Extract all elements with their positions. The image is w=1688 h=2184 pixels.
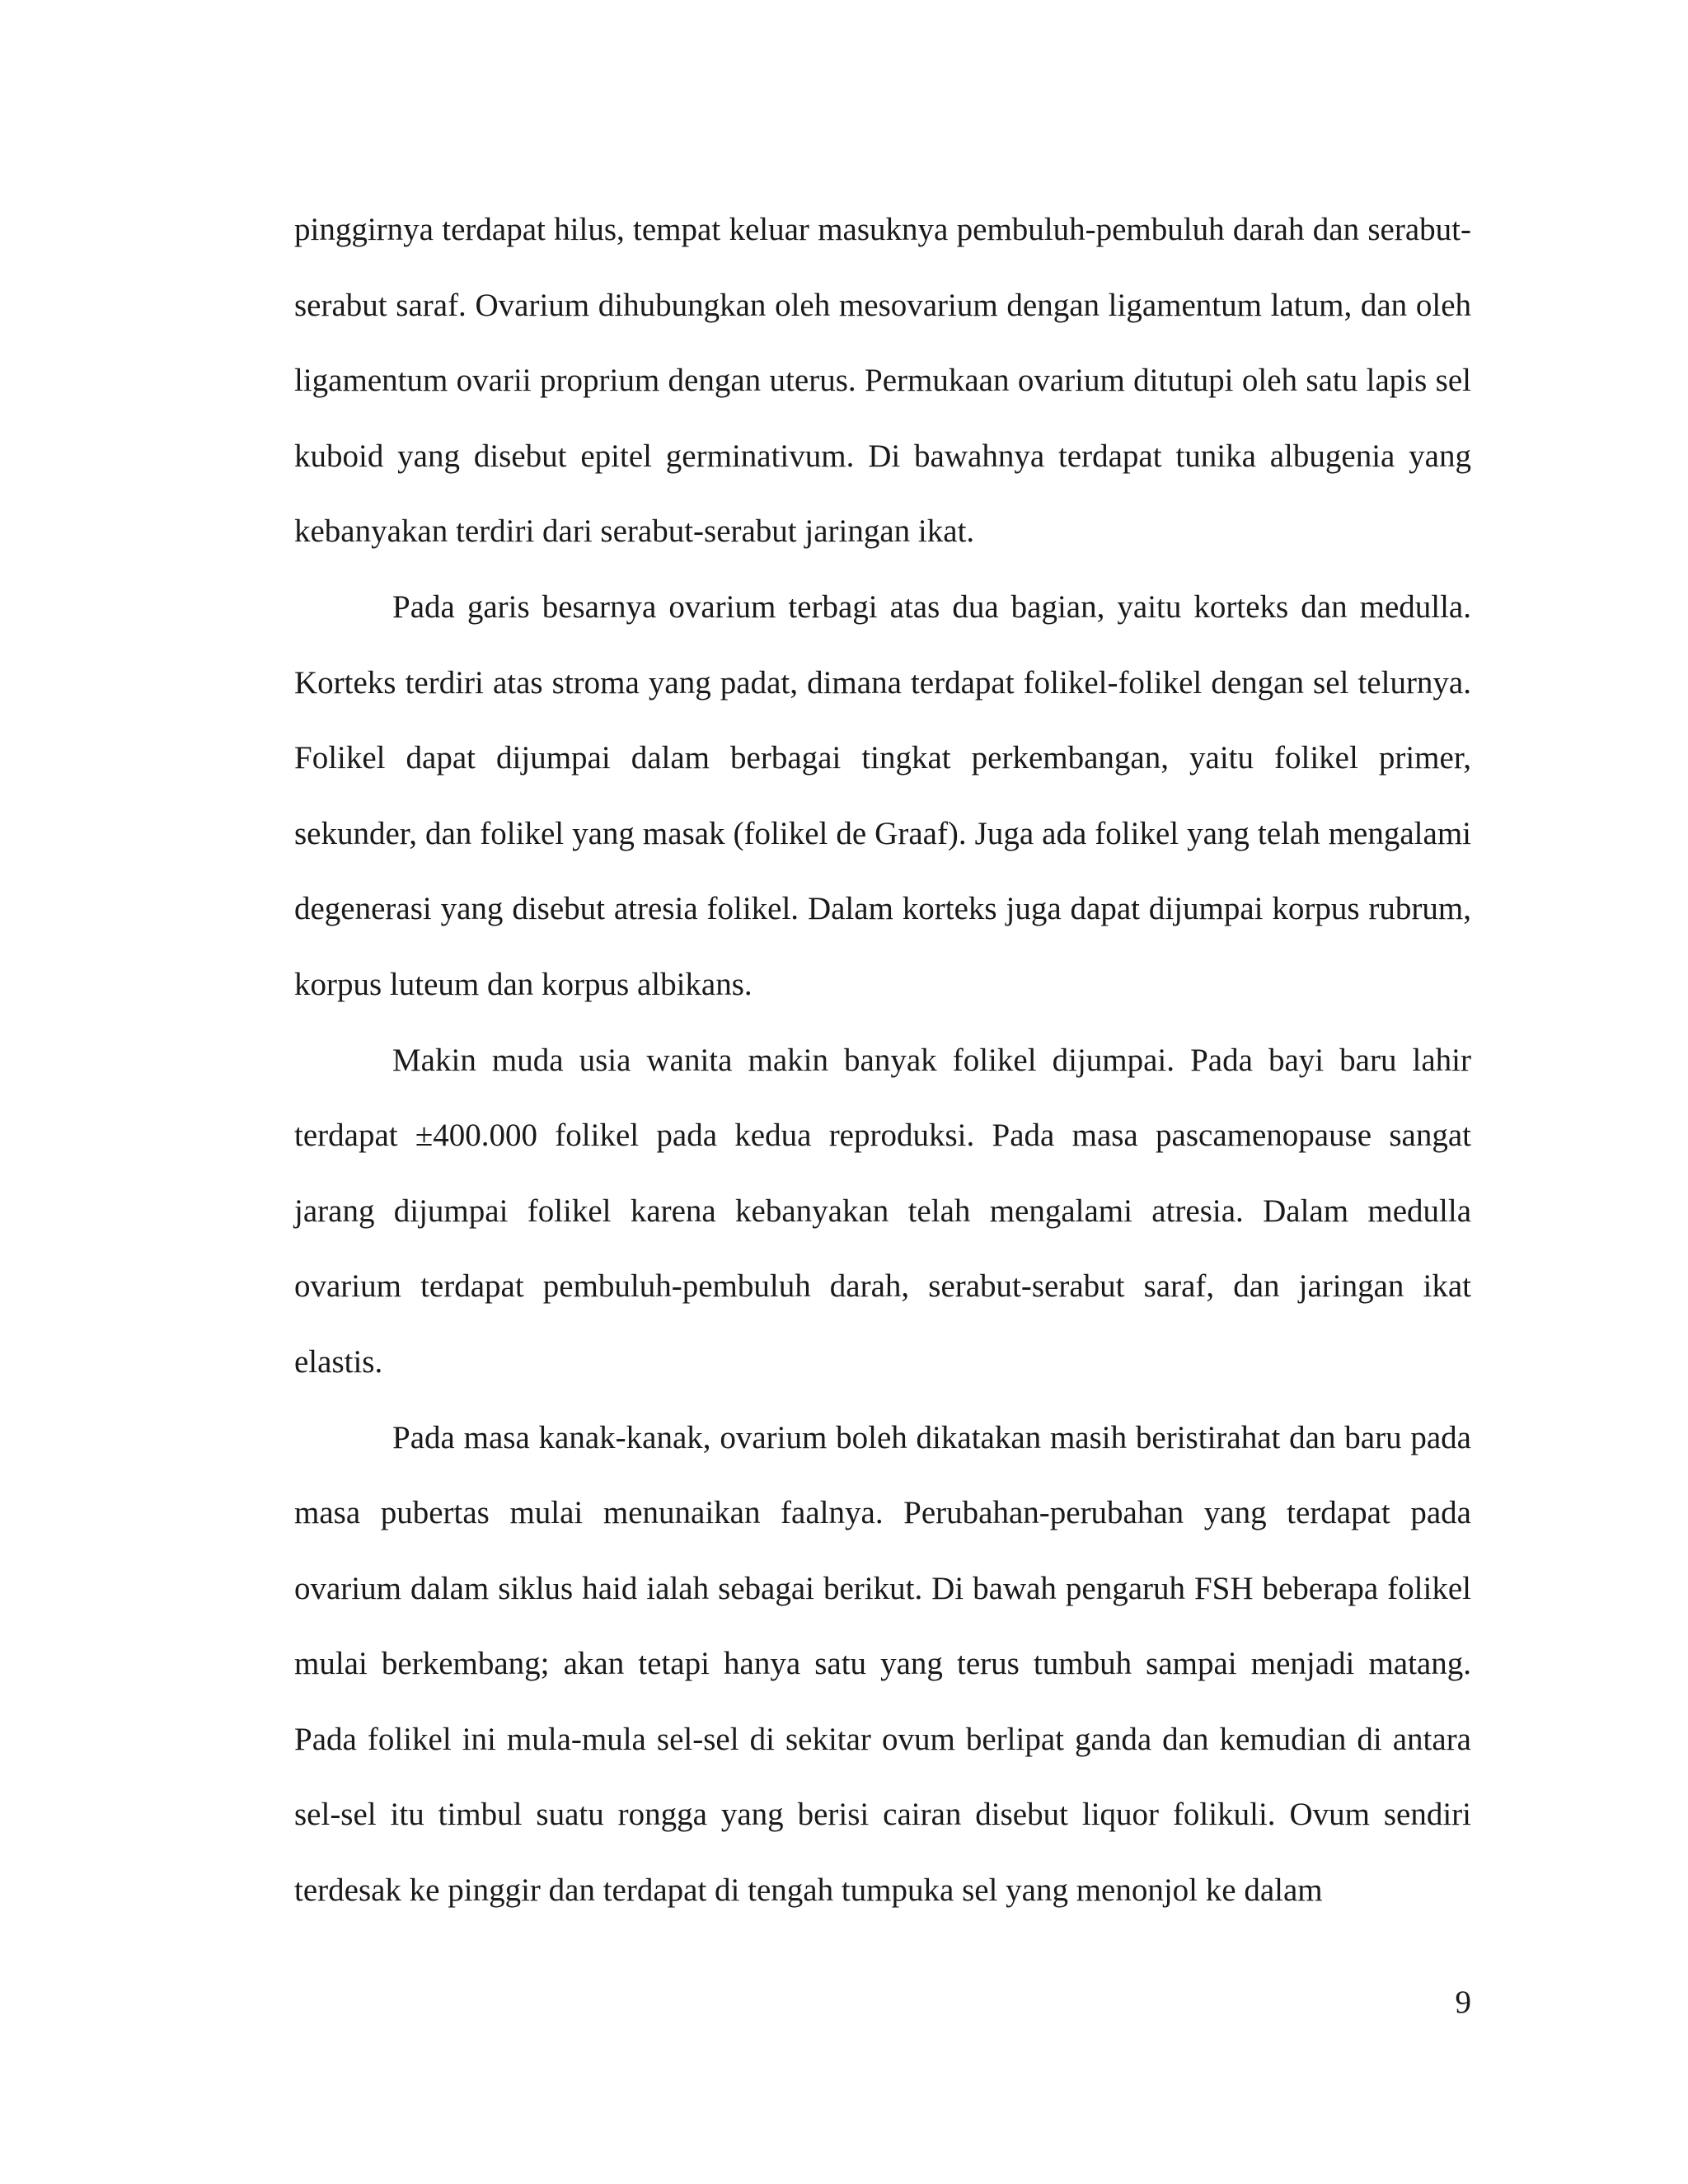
page-number: 9 — [1455, 1985, 1471, 2020]
paragraph-masa-kanak-kanak: Pada masa kanak-kanak, ovarium boleh dikatakan masih beristirahat dan baru pada masa pubertas mulai menunaikan faalnya. Perubahan-perubahan yang terdapat pada ovarium dalam siklus haid ialah sebagai berikut. Di bawah pengaruh FSH beberapa folikel mulai berkembang; akan tetapi hanya satu yang terus tumbuh sampai menjadi matang. Pada folikel ini mula-mula sel-sel di sekitar ovum berlipat ganda dan kemudian di antara sel-sel itu timbul suatu rongga yang berisi cairan disebut liquor folikuli. Ovum sendiri terdesak ke pinggir dan terdapat di tengah tumpuka sel yang menonjol ke dalam — [294, 1419, 1471, 1909]
paragraph-korteks-medulla: Pada garis besarnya ovarium terbagi atas dua bagian, yaitu korteks dan medulla. Korteks terdiri atas stroma yang padat, dimana terdapat folikel-folikel dengan sel telurnya. Folikel dapat dijumpai dalam berbagai tingkat perkembangan, yaitu folikel primer, sekunder, dan folikel yang masak (folikel de Graaf). Juga ada folikel yang telah mengalami degenerasi yang disebut atresia folikel. Dalam korteks juga dapat dijumpai korpus rubrum, korpus luteum dan korpus albikans. — [294, 588, 1471, 1002]
body-text — [294, 192, 1471, 1929]
paragraph-folikel-usia: Makin muda usia wanita makin banyak folikel dijumpai. Pada bayi baru lahir terdapat ±400.000 folikel pada kedua reproduksi. Pada masa pascamenopause sangat jarang dijumpai folikel karena kebanyakan telah mengalami atresia. Dalam medulla ovarium terdapat pembuluh-pembuluh darah, serabut-serabut saraf, dan jaringan ikat elastis. — [294, 1042, 1471, 1380]
paragraph-continuation: pinggirnya terdapat hilus, tempat keluar masuknya pembuluh-pembuluh darah dan serabut-serabut saraf. Ovarium dihubungkan oleh mesovarium dengan ligamentum latum, dan oleh ligamentum ovarii proprium dengan uterus. Permukaan ovarium ditutupi oleh satu lapis sel kuboid yang disebut epitel germinativum. Di bawahnya terdapat tunika albugenia yang kebanyakan terdiri dari serabut-serabut jaringan ikat. — [294, 212, 1471, 550]
